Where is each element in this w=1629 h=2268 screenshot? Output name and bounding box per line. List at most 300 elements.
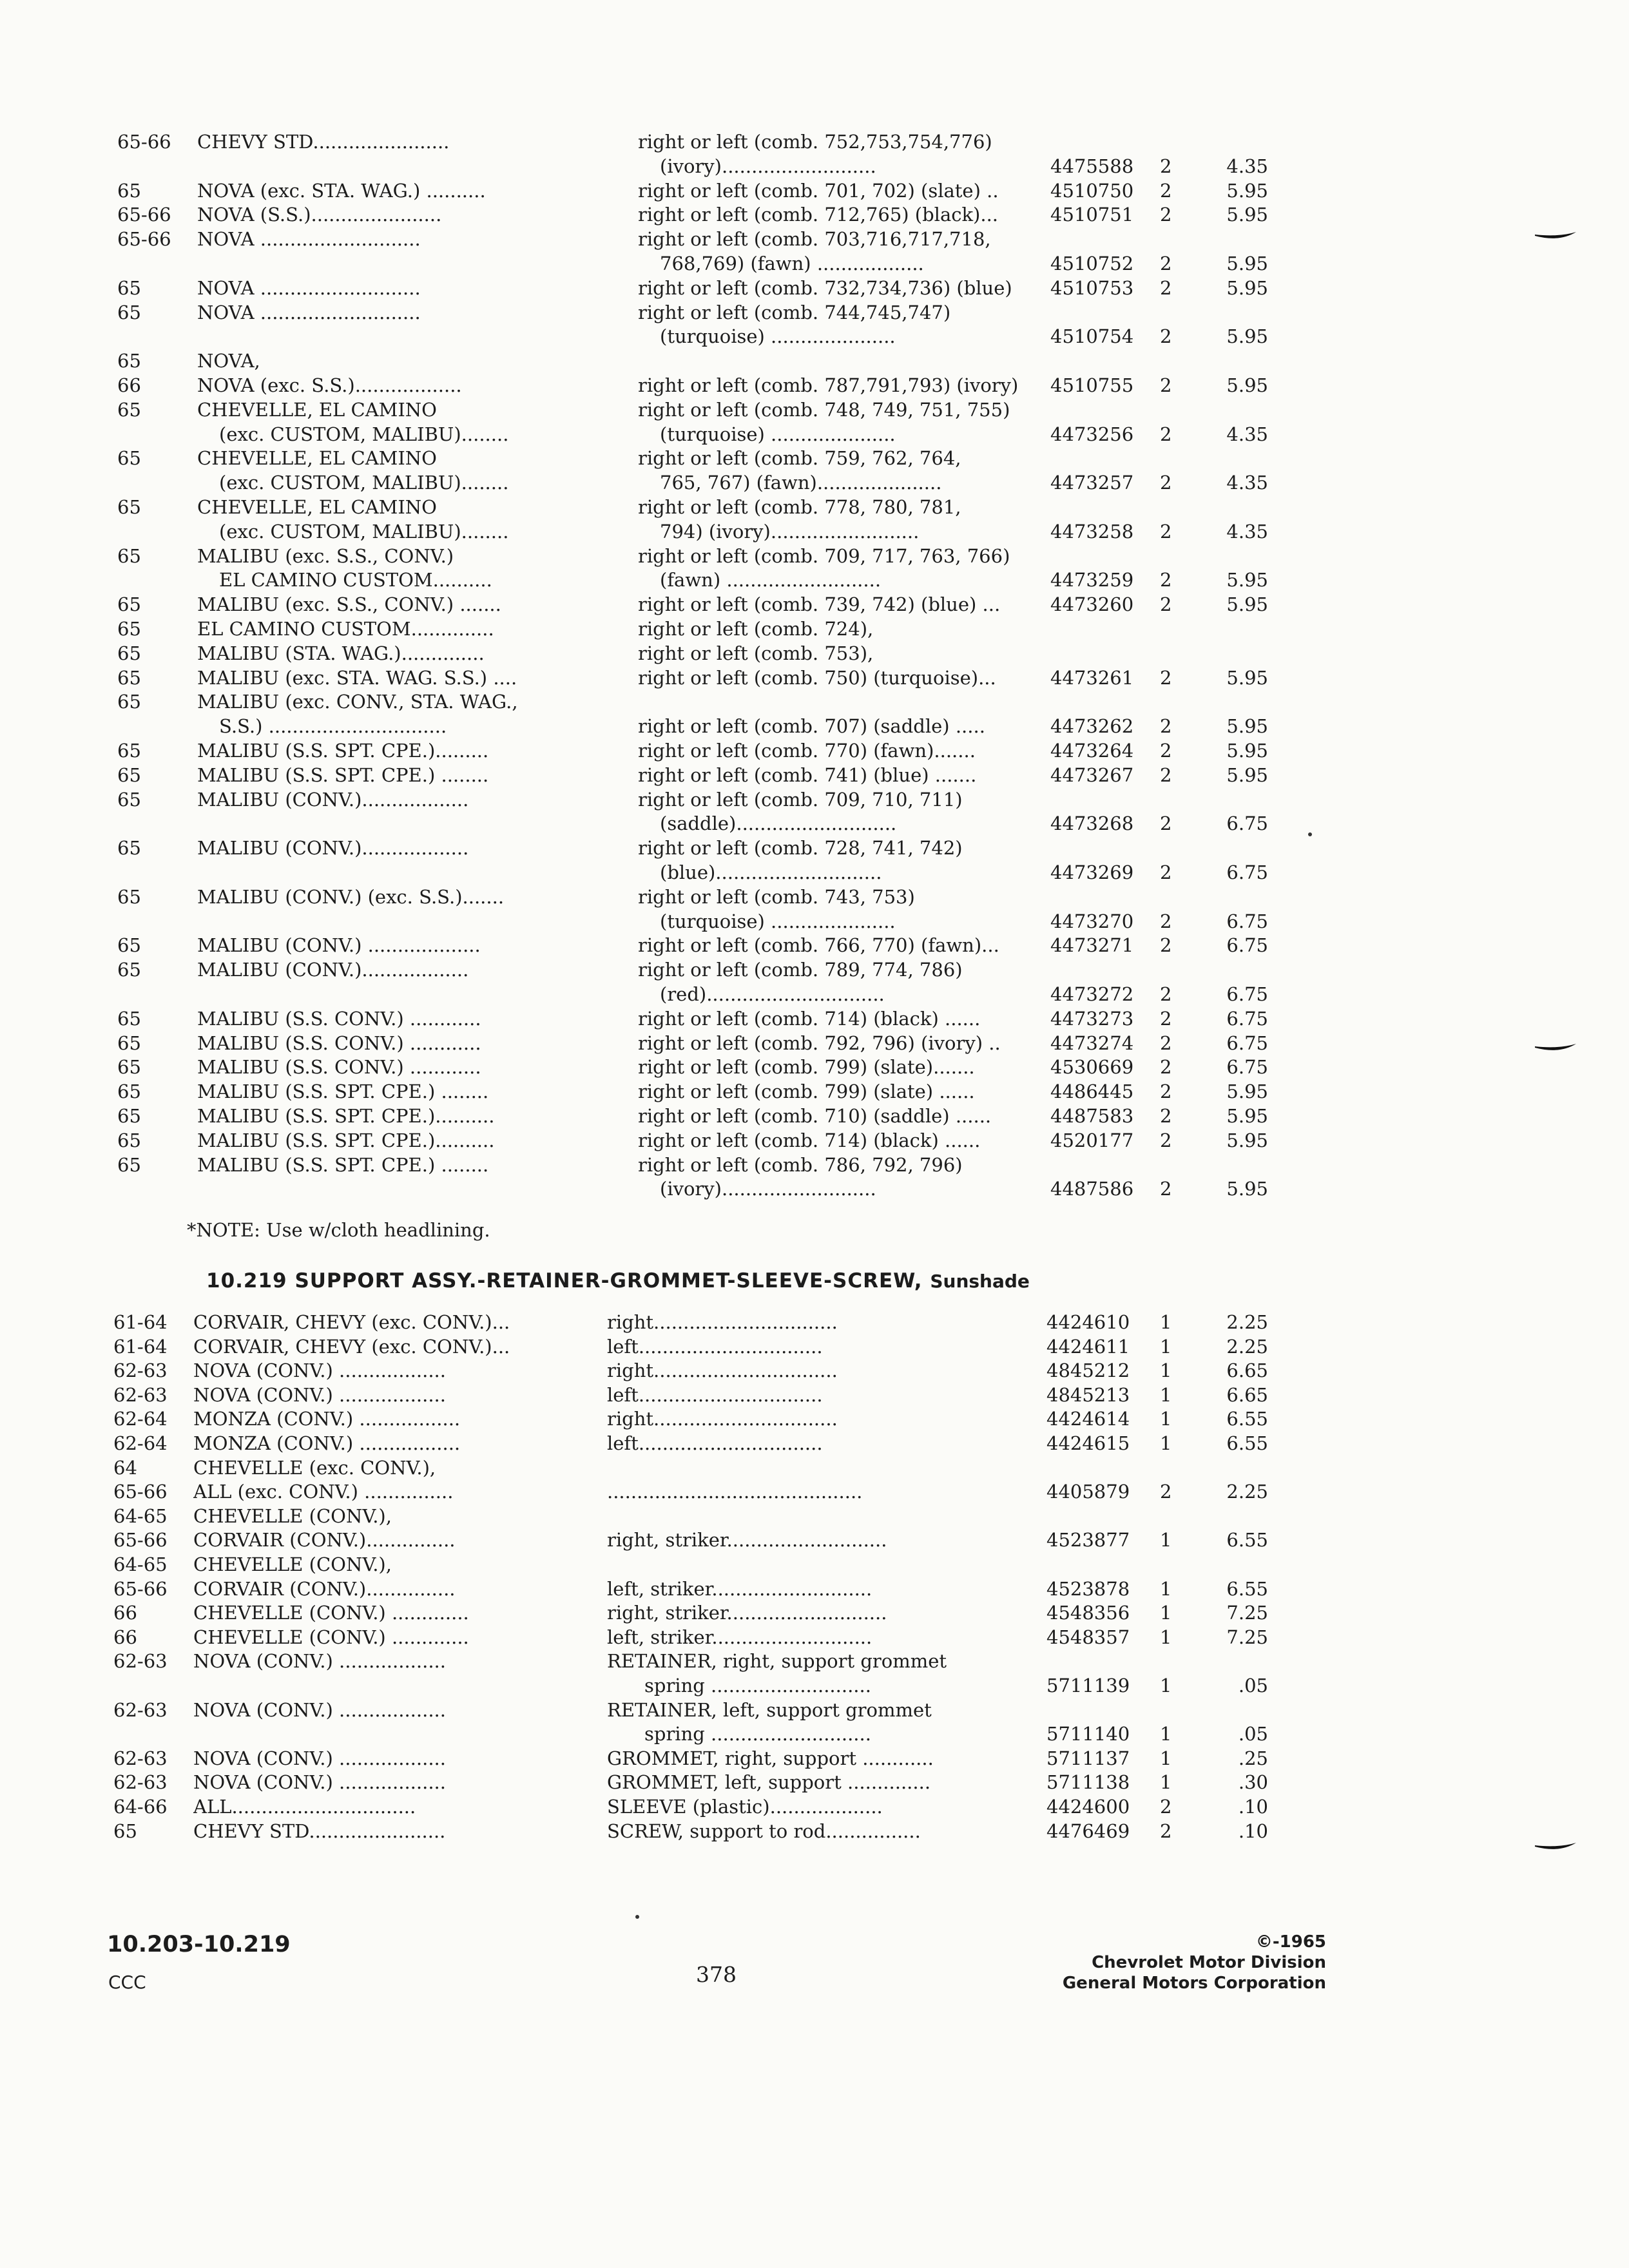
part-description: right or left (comb. 752,753,754,776) [638, 131, 992, 153]
quantity: 2 [1160, 179, 1172, 202]
model-name: MALIBU (S.S. SPT. CPE.).......... [197, 1129, 495, 1151]
model-name: MALIBU (S.S. SPT. CPE.) ........ [197, 764, 489, 786]
model-name-continued: (exc. CUSTOM, MALIBU)........ [219, 472, 509, 494]
copyright-year: ©-1965 [1255, 1932, 1326, 1952]
model-name: CHEVELLE (exc. CONV.), [193, 1456, 436, 1479]
price: .30 [1238, 1771, 1268, 1794]
section-title: SUPPORT ASSY.-RETAINER-GROMMET-SLEEVE-SCREW, [294, 1269, 923, 1293]
table-row-continuation [0, 520, 1629, 546]
part-number: 4473269 [1050, 861, 1134, 883]
part-number: 4845212 [1046, 1360, 1130, 1382]
table-row [0, 1129, 1629, 1155]
model-year: 65 [117, 934, 141, 957]
model-name: MALIBU (S.S. CONV.) ............ [197, 1056, 481, 1079]
model-name: NOVA ........................... [197, 228, 421, 251]
table-row [0, 1032, 1629, 1057]
quantity: 1 [1160, 1529, 1172, 1552]
table-row [0, 1698, 1629, 1724]
table-row [0, 958, 1629, 984]
page-number: 378 [696, 1962, 737, 1987]
price: 5.95 [1226, 1129, 1268, 1151]
quantity: 2 [1160, 715, 1172, 738]
price: 5.95 [1226, 715, 1268, 738]
quantity: 2 [1160, 1007, 1172, 1030]
price: 5.95 [1226, 179, 1268, 202]
quantity: 2 [1160, 1081, 1172, 1103]
table-row-continuation [0, 471, 1629, 497]
quantity: 2 [1160, 155, 1172, 177]
part-description-continued: spring ........................... [644, 1723, 871, 1745]
model-year: 65 [117, 618, 141, 640]
quantity: 2 [1160, 1129, 1172, 1151]
part-description: right or left (comb. 714) (black) ...... [638, 1007, 981, 1030]
model-year: 65-66 [117, 204, 171, 226]
price: 6.55 [1226, 1529, 1268, 1552]
part-number: 4473261 [1050, 666, 1134, 689]
model-year: 65-66 [113, 1577, 168, 1600]
model-name: NOVA (exc. S.S.).................. [197, 374, 462, 396]
part-description: right or left (comb. 748, 749, 751, 755) [638, 398, 1010, 421]
table-row [0, 885, 1629, 911]
table-row-continuation [0, 423, 1629, 448]
model-name: MALIBU (S.S. SPT. CPE.)......... [197, 740, 489, 762]
price: 6.55 [1226, 1408, 1268, 1430]
part-number: 4473274 [1050, 1032, 1134, 1054]
table-row [0, 495, 1629, 521]
table-row [0, 1383, 1629, 1409]
table-row [0, 1649, 1629, 1675]
table-row [0, 1104, 1629, 1130]
table-row [0, 447, 1629, 472]
price: 6.65 [1226, 1360, 1268, 1382]
table-row [0, 1820, 1629, 1845]
quantity: 2 [1160, 204, 1172, 226]
part-number: 4424610 [1046, 1311, 1130, 1333]
price: 5.95 [1226, 666, 1268, 689]
model-name: CORVAIR (CONV.)............... [193, 1529, 456, 1552]
model-year: 65 [117, 276, 141, 299]
part-number: 4473257 [1050, 472, 1134, 494]
model-year: 66 [113, 1602, 137, 1624]
part-number: 4424600 [1046, 1796, 1130, 1818]
part-number: 4510752 [1050, 253, 1134, 274]
table-row-continuation [0, 155, 1629, 180]
part-number: 4510754 [1050, 325, 1134, 348]
part-description: right or left (comb. 778, 780, 781, [638, 496, 961, 518]
table-row [0, 1771, 1629, 1796]
model-year: 64-66 [113, 1796, 168, 1818]
part-description: right, striker........................... [607, 1602, 887, 1624]
model-name: MALIBU (CONV.) ................... [197, 934, 481, 957]
model-year: 65 [117, 544, 141, 567]
quantity: 1 [1160, 1771, 1172, 1794]
table-row-continuation [0, 983, 1629, 1008]
part-description-continued: (red).............................. [660, 983, 885, 1005]
model-name-continued: (exc. CUSTOM, MALIBU)........ [219, 520, 509, 543]
model-name: MALIBU (S.S. SPT. CPE.).......... [197, 1105, 495, 1127]
price: 5.95 [1226, 764, 1268, 786]
model-name: NOVA (CONV.) .................. [193, 1771, 446, 1794]
model-year: 65-66 [113, 1529, 168, 1552]
part-description: ........................................... [607, 1481, 863, 1503]
model-year: 65 [117, 1081, 141, 1103]
quantity: 1 [1160, 1723, 1172, 1745]
part-description: left, striker........................... [607, 1626, 872, 1648]
part-description: right or left (comb. 743, 753) [638, 885, 915, 908]
price: 6.75 [1226, 861, 1268, 883]
price: 6.75 [1226, 934, 1268, 957]
model-year: 65 [117, 788, 141, 811]
part-number: 4530669 [1050, 1056, 1134, 1079]
price: 5.95 [1226, 740, 1268, 762]
part-description-continued: (ivory).......................... [660, 1178, 876, 1200]
part-number: 4473272 [1050, 983, 1134, 1005]
part-number: 5711138 [1046, 1771, 1130, 1794]
model-year: 65 [117, 398, 141, 421]
table-row [0, 1311, 1629, 1336]
model-name: MALIBU (CONV.).................. [197, 837, 469, 860]
quantity: 1 [1160, 1747, 1172, 1769]
table-row [0, 1335, 1629, 1361]
part-description: left............................... [607, 1383, 823, 1406]
speck [1308, 832, 1312, 836]
part-number: 4476469 [1046, 1820, 1130, 1842]
table-row [0, 130, 1629, 156]
price: 6.75 [1226, 812, 1268, 835]
price: 5.95 [1226, 253, 1268, 274]
part-number: 4424611 [1046, 1335, 1130, 1358]
model-year: 65 [117, 959, 141, 981]
price: 2.25 [1226, 1481, 1268, 1503]
part-number: 4473260 [1050, 593, 1134, 616]
part-description: right or left (comb. 799) (slate)....... [638, 1056, 975, 1079]
model-year: 62-63 [113, 1771, 168, 1794]
price: 6.55 [1226, 1577, 1268, 1600]
model-name: MALIBU (S.S. CONV.) ............ [197, 1007, 481, 1030]
price: .10 [1238, 1796, 1268, 1818]
part-description: right or left (comb. 710) (saddle) ...... [638, 1105, 992, 1127]
table-row [0, 666, 1629, 692]
quantity: 2 [1160, 374, 1172, 396]
part-description: right or left (comb. 707) (saddle) ..... [638, 715, 985, 738]
price: 5.95 [1226, 1105, 1268, 1127]
part-number: 4473262 [1050, 715, 1134, 738]
table-row [0, 1080, 1629, 1106]
part-description-continued: (turquoise) ..................... [660, 325, 896, 348]
table-row [0, 227, 1629, 253]
price: 2.25 [1226, 1311, 1268, 1333]
model-name: EL CAMINO CUSTOM.............. [197, 618, 494, 640]
part-number: 5711137 [1046, 1747, 1130, 1769]
model-year: 64-65 [113, 1553, 168, 1575]
price: 5.95 [1226, 325, 1268, 348]
table-row [0, 374, 1629, 399]
part-number: 4510751 [1050, 204, 1134, 226]
model-name: NOVA, [197, 350, 260, 372]
part-number: 4520177 [1050, 1129, 1134, 1151]
part-number: 4473273 [1050, 1007, 1134, 1030]
price: 6.55 [1226, 1432, 1268, 1454]
price: .25 [1238, 1747, 1268, 1769]
part-description: SLEEVE (plastic)................... [607, 1796, 883, 1818]
model-name: CHEVELLE, EL CAMINO [197, 398, 437, 421]
quantity: 1 [1160, 1335, 1172, 1358]
part-number: 4523878 [1046, 1577, 1130, 1600]
model-name: NOVA (CONV.) .................. [193, 1747, 446, 1769]
part-description: left............................... [607, 1335, 823, 1358]
part-description: right or left (comb. 709, 717, 763, 766) [638, 544, 1010, 567]
model-year: 65 [117, 1056, 141, 1079]
price: 7.25 [1226, 1626, 1268, 1648]
binder-tab-mark [1534, 219, 1579, 245]
quantity: 2 [1160, 861, 1172, 883]
price: .10 [1238, 1820, 1268, 1842]
model-name: MALIBU (exc. CONV., STA. WAG., [197, 691, 518, 713]
model-year: 65 [117, 837, 141, 860]
model-name: NOVA (CONV.) .................. [193, 1360, 446, 1382]
part-number: 4473267 [1050, 764, 1134, 786]
model-name: CHEVELLE (CONV.) ............. [193, 1626, 469, 1648]
part-description: right, striker........................... [607, 1529, 887, 1552]
section-number: 10.219 [206, 1269, 287, 1293]
corporation-name: General Motors Corporation [1062, 1974, 1326, 1993]
quantity: 2 [1160, 764, 1172, 786]
model-name: NOVA (CONV.) .................. [193, 1650, 446, 1673]
price: 6.75 [1226, 1056, 1268, 1079]
quantity: 2 [1160, 1105, 1172, 1127]
model-name: MALIBU (exc. S.S., CONV.) [197, 544, 454, 567]
table-row [0, 642, 1629, 668]
table-row [0, 1153, 1629, 1179]
model-name: NOVA ........................... [197, 301, 421, 323]
price: 7.25 [1226, 1602, 1268, 1624]
price: .05 [1238, 1723, 1268, 1745]
model-year: 65 [117, 1153, 141, 1176]
model-year: 65 [117, 350, 141, 372]
model-name: CORVAIR, CHEVY (exc. CONV.)... [193, 1311, 510, 1333]
part-number: 4548356 [1046, 1602, 1130, 1624]
table-row [0, 617, 1629, 643]
table-row [0, 1480, 1629, 1506]
quantity: 1 [1160, 1577, 1172, 1600]
part-number: 4475588 [1050, 155, 1134, 177]
part-description: right............................... [607, 1408, 838, 1430]
price: 5.95 [1226, 593, 1268, 616]
quantity: 2 [1160, 423, 1172, 445]
table-row [0, 1528, 1629, 1554]
quantity: 2 [1160, 1032, 1172, 1054]
part-description-continued: (blue)............................ [660, 861, 882, 883]
price: 5.95 [1226, 374, 1268, 396]
table-row [0, 690, 1629, 716]
part-description-continued: (fawn) .......................... [660, 569, 882, 591]
table-row [0, 1359, 1629, 1385]
part-number: 5711139 [1046, 1675, 1130, 1696]
section-heading [206, 1269, 1030, 1293]
part-description: left, striker........................... [607, 1577, 872, 1600]
binder-tab-mark [1534, 1031, 1579, 1057]
model-year: 65 [117, 593, 141, 616]
speck [635, 1915, 639, 1919]
model-name: CHEVELLE, EL CAMINO [197, 496, 437, 518]
section-subtitle: Sunshade [930, 1271, 1030, 1292]
model-name: CHEVY STD....................... [193, 1820, 446, 1842]
table-row [0, 1432, 1629, 1457]
quantity: 2 [1160, 1820, 1172, 1842]
model-year: 65 [117, 301, 141, 323]
table-row [0, 276, 1629, 302]
model-name: CHEVELLE (CONV.), [193, 1504, 392, 1527]
table-row [0, 593, 1629, 619]
model-year: 61-64 [113, 1335, 168, 1358]
table-row [0, 1456, 1629, 1482]
table-row [0, 179, 1629, 205]
model-year: 65 [117, 447, 141, 470]
price: 5.95 [1226, 204, 1268, 226]
part-description: right or left (comb. 703,716,717,718, [638, 228, 991, 251]
part-description: right............................... [607, 1360, 838, 1382]
table-row [0, 1747, 1629, 1773]
model-name: ALL............................... [193, 1796, 416, 1818]
part-description: right or left (comb. 789, 774, 786) [638, 959, 963, 981]
quantity: 2 [1160, 1481, 1172, 1503]
table-row [0, 544, 1629, 570]
model-name: MALIBU (CONV.).................. [197, 959, 469, 981]
part-number: 4510750 [1050, 179, 1134, 202]
part-number: 4473256 [1050, 423, 1134, 445]
part-description: right or left (comb. 787,791,793) (ivory) [638, 374, 1019, 396]
model-name: CHEVELLE, EL CAMINO [197, 447, 437, 470]
model-name: NOVA (CONV.) .................. [193, 1698, 446, 1721]
model-name: NOVA (CONV.) .................. [193, 1383, 446, 1406]
model-year: 65 [117, 642, 141, 664]
quantity: 1 [1160, 1626, 1172, 1648]
model-name: NOVA (exc. STA. WAG.) .......... [197, 179, 486, 202]
quantity: 2 [1160, 934, 1172, 957]
quantity: 1 [1160, 1360, 1172, 1382]
model-name: MALIBU (STA. WAG.).............. [197, 642, 485, 664]
part-description: right or left (comb. 732,734,736) (blue) [638, 276, 1012, 299]
model-name-continued: EL CAMINO CUSTOM.......... [219, 569, 492, 591]
part-description: right or left (comb. 741) (blue) ....... [638, 764, 977, 786]
table-row-continuation [0, 812, 1629, 838]
model-name: MALIBU (S.S. SPT. CPE.) ........ [197, 1153, 489, 1176]
model-year: 65 [117, 691, 141, 713]
part-number: 4424615 [1046, 1432, 1130, 1454]
quantity: 2 [1160, 910, 1172, 932]
part-number: 4405879 [1046, 1481, 1130, 1503]
quantity: 2 [1160, 325, 1172, 348]
model-name: MALIBU (CONV.) (exc. S.S.)....... [197, 885, 505, 908]
quantity: 2 [1160, 740, 1172, 762]
part-number: 4548357 [1046, 1626, 1130, 1648]
model-name: CHEVELLE (CONV.) ............. [193, 1602, 469, 1624]
part-number: 4487583 [1050, 1105, 1134, 1127]
quantity: 1 [1160, 1311, 1172, 1333]
quantity: 1 [1160, 1675, 1172, 1696]
model-year: 65 [117, 1105, 141, 1127]
table-row-continuation [0, 252, 1629, 278]
quantity: 2 [1160, 666, 1172, 689]
model-year: 64 [113, 1456, 137, 1479]
part-description: right or left (comb. 770) (fawn)....... [638, 740, 976, 762]
model-year: 65 [117, 740, 141, 762]
part-description: SCREW, support to rod................ [607, 1820, 921, 1842]
model-year: 66 [117, 374, 141, 396]
model-year: 65 [113, 1820, 137, 1842]
table-row [0, 1626, 1629, 1651]
model-year: 65 [117, 179, 141, 202]
model-year: 62-63 [113, 1383, 168, 1406]
part-description: GROMMET, right, support ............ [607, 1747, 934, 1769]
model-name: CHEVELLE (CONV.), [193, 1553, 392, 1575]
model-year: 65 [117, 1007, 141, 1030]
table-row-continuation [0, 1177, 1629, 1203]
quantity: 2 [1160, 1056, 1172, 1079]
model-year: 65-66 [117, 131, 171, 153]
part-number: 4473264 [1050, 740, 1134, 762]
quantity: 2 [1160, 1178, 1172, 1200]
headlining-note: *NOTE: Use w/cloth headlining. [187, 1219, 490, 1241]
quantity: 2 [1160, 593, 1172, 616]
part-description-continued: 794) (ivory)......................... [660, 520, 920, 543]
model-year: 62-64 [113, 1432, 168, 1454]
part-description: right............................... [607, 1311, 838, 1333]
quantity: 1 [1160, 1408, 1172, 1430]
model-name: MALIBU (CONV.).................. [197, 788, 469, 811]
part-description: right or left (comb. 753), [638, 642, 874, 664]
table-row [0, 203, 1629, 229]
part-description: right or left (comb. 759, 762, 764, [638, 447, 961, 470]
price: 4.35 [1226, 155, 1268, 177]
part-number: 4473271 [1050, 934, 1134, 957]
price: 4.35 [1226, 423, 1268, 445]
price: 6.65 [1226, 1383, 1268, 1406]
model-year: 65-66 [113, 1481, 168, 1503]
model-year: 64-65 [113, 1504, 168, 1527]
part-description-continued: 768,769) (fawn) .................. [660, 253, 924, 274]
model-year: 62-63 [113, 1360, 168, 1382]
table-row [0, 1601, 1629, 1627]
table-row [0, 1504, 1629, 1530]
quantity: 2 [1160, 983, 1172, 1005]
table-row-continuation [0, 568, 1629, 594]
part-description: RETAINER, right, support grommet [607, 1650, 947, 1673]
table-row-continuation [0, 1674, 1629, 1700]
model-year: 65 [117, 885, 141, 908]
quantity: 2 [1160, 812, 1172, 835]
part-description: RETAINER, left, support grommet [607, 1698, 932, 1721]
model-name: MALIBU (S.S. SPT. CPE.) ........ [197, 1081, 489, 1103]
model-year: 65-66 [117, 228, 171, 251]
quantity: 2 [1160, 1796, 1172, 1818]
table-row-continuation [0, 910, 1629, 936]
quantity: 1 [1160, 1602, 1172, 1624]
quantity: 2 [1160, 472, 1172, 494]
footer-section-range: 10.203-10.219 [107, 1932, 291, 1957]
price: 6.75 [1226, 910, 1268, 932]
part-description: right or left (comb. 701, 702) (slate) .. [638, 179, 999, 202]
part-description-continued: (turquoise) ..................... [660, 423, 896, 445]
table-row-continuation [0, 325, 1629, 351]
table-row [0, 349, 1629, 375]
price: 6.75 [1226, 1032, 1268, 1054]
model-name-continued: S.S.) .............................. [219, 715, 447, 738]
binder-tab-mark [1534, 1830, 1579, 1856]
model-year: 62-63 [113, 1698, 168, 1721]
table-row [0, 1795, 1629, 1821]
part-description: right or left (comb. 709, 710, 711) [638, 788, 963, 811]
